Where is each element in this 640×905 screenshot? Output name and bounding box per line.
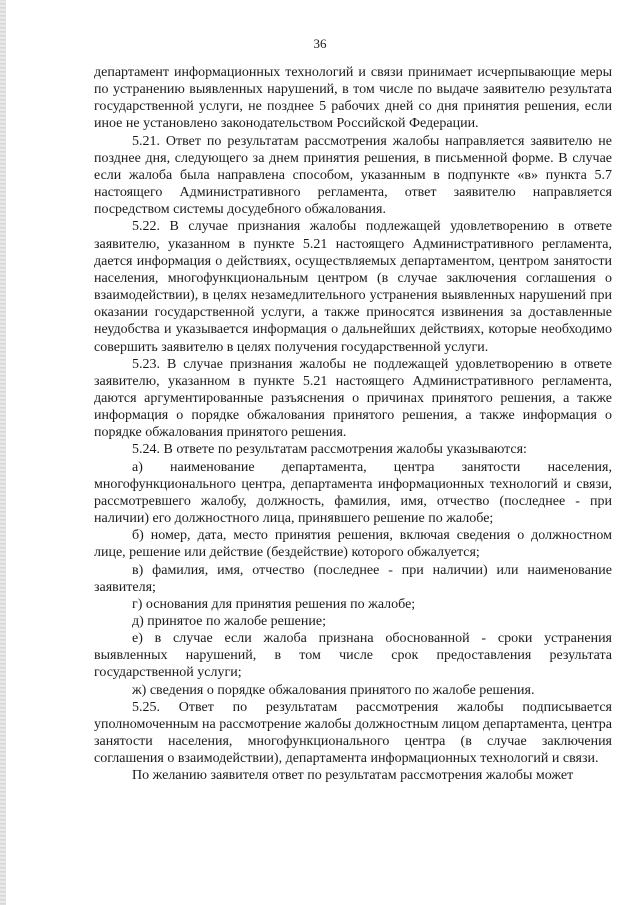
scan-edge [0,0,6,905]
paragraph-5-25: 5.25. Ответ по результатам рассмотрения жалобы подписывается уполномоченным на рассмотрение жалобы должностным лицом департамента, центра занятости населения, многофункционального центра (в случае заключения соглашения о взаимодействии), департамента информационных технологий и связи. [94,699,612,767]
paragraph-5-23: 5.23. В случае признания жалобы не подлежащей удовлетворению в ответе заявителю, указанном в пункте 5.21 настоящего Административного регламента, даются аргументированные разъяснения о причинах принятого решения, а также информация о порядке обжалования принятого решения, а также информация о порядке обжалования принятого решения. [94,356,612,441]
list-item-a: а) наименование департамента, центра занятости населения, многофункционального центра, департамента информационных технологий и связи, рассмотревшего жалобу, должность, фамилия, имя, отчество (последнее - при наличии) его должностного лица, принявшего решение по жалобе; [94,459,612,527]
paragraph-5-24: 5.24. В ответе по результатам рассмотрения жалобы указываются: [132,442,527,458]
paragraph-5-21: 5.21. Ответ по результатам рассмотрения жалобы направляется заявителю не позднее дня, следующего за днем принятия решения, в письменной форме. В случае если жалоба была направлена способом, указанным в подпункте «в» пункта 5.7 настоящего Административного регламента, ответ заявителю направляется посредством системы досудебного обжалования. [94,133,612,218]
paragraph-final: По желанию заявителя ответ по результатам рассмотрения жалобы может [132,768,574,784]
document-body [94,64,612,785]
list-item-g: г) основания для принятия решения по жалобе; [132,596,416,612]
list-item-v: в) фамилия, имя, отчество (последнее - при наличии) или наименование заявителя; [94,562,612,595]
page-number: 36 [313,36,327,51]
paragraph-5-22: 5.22. В случае признания жалобы подлежащей удовлетворению в ответе заявителю, указанном в пункте 5.21 настоящего Административного регламента, дается информация о действиях, осуществляемых департаментом, центром занятости населения, многофункциональным центром (в случае заключения соглашения о взаимодействии), в целях незамедлительного устранения выявленных нарушений при оказании государственной услуги, а также приносятся извинения за доставленные неудобства и указывается информация о дальнейших действиях, которые необходимо совершить заявителю в целях получения государственной услуги. [94,219,612,355]
list-item-d: д) принятое по жалобе решение; [132,614,326,629]
list-item-zh: ж) сведения о порядке обжалования принятого по жалобе решения. [132,682,535,698]
list-item-b: б) номер, дата, место принятия решения, включая сведения о должностном лице, решение или действие (бездействие) которого обжалуется; [94,528,612,561]
list-item-e: е) в случае если жалоба признана обоснованной - сроки устранения выявленных нарушений, в том числе срок предоставления результата государственной услуги; [94,631,612,681]
paragraph-continuation: департамент информационных технологий и связи принимает исчерпывающие меры по устранению выявленных нарушений, в том числе по выдаче заявителю результата государственной услуги, не позднее 5 рабочих дней со дня принятия решения, если иное не установлено законодательством Российской Федерации. [94,65,612,132]
